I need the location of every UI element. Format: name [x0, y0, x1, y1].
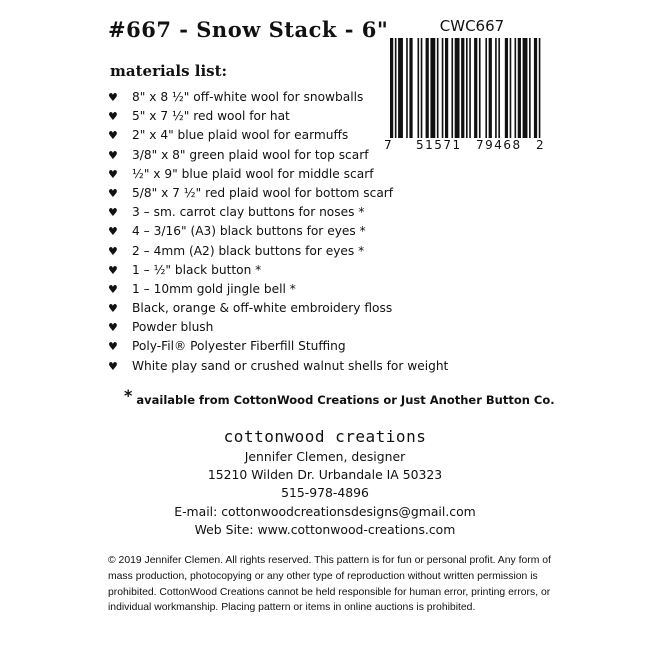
- material-text: 1 – ½" black button *: [132, 262, 262, 277]
- list-item: [108, 318, 448, 337]
- barcode-digit-group-2: 79468: [476, 138, 522, 152]
- list-item: [108, 357, 448, 376]
- phone-line: 515-978-4896: [281, 485, 369, 501]
- list-item: [108, 165, 448, 184]
- heart-bullet-icon: ♥: [108, 167, 118, 181]
- heart-bullet-icon: ♥: [108, 225, 118, 239]
- list-item: [108, 261, 448, 280]
- heart-bullet-icon: ♥: [108, 91, 118, 104]
- heart-bullet-icon: ♥: [108, 321, 118, 335]
- supplier-footnote: [124, 386, 555, 407]
- material-text: 1 – 10mm gold jingle bell *: [132, 281, 296, 296]
- heart-bullet-icon: ♥: [108, 129, 118, 143]
- materials-heading: materials list:: [110, 62, 228, 80]
- email-line[interactable]: E-mail: cottonwoodcreationsdesigns@gmail.com: [174, 503, 476, 519]
- list-item: [108, 184, 448, 203]
- heart-bullet-icon: ♥: [108, 282, 118, 296]
- list-item: [108, 88, 448, 107]
- designer-line: Jennifer Clemen, designer: [244, 449, 406, 464]
- material-text: 5/8" x 7 ½" red plaid wool for bottom scarf: [132, 185, 394, 200]
- material-text: 3/8" x 8" green plaid wool for top scarf: [132, 147, 369, 162]
- material-text: Poly-Fil® Polyester Fiberfill Stuffing: [132, 339, 346, 354]
- footnote-text: available from CottonWood Creations or Just Another Button Co.: [136, 393, 555, 407]
- material-text: 8" x 8 ½" off-white wool for snowballs: [132, 90, 364, 104]
- list-item: [108, 242, 448, 261]
- list-item: [108, 280, 448, 299]
- copyright-notice: © 2019 Jennifer Clemen. All rights reserved. This pattern is for fun or personal profit. Any form of mass production, photocopying or any other type of reproduction without written permission is prohibited. CottonWood Creations cannot be held responsible for human error, printing errors, or individual workmanship. Placing pattern or items in online auctions is prohibited.: [108, 555, 551, 614]
- heart-bullet-icon: ♥: [108, 110, 118, 124]
- product-code: CWC667: [439, 17, 505, 35]
- list-item: [108, 337, 448, 356]
- material-text: White play sand or crushed walnut shells for weight: [132, 358, 449, 373]
- heart-bullet-icon: ♥: [108, 148, 118, 162]
- heart-bullet-icon: ♥: [108, 186, 118, 200]
- barcode-digit-right: 2: [536, 138, 544, 152]
- list-item: [108, 299, 448, 318]
- material-text: 4 – 3/16" (A3) black buttons for eyes *: [132, 224, 366, 239]
- heart-bullet-icon: ♥: [108, 263, 118, 277]
- website-line[interactable]: Web Site: www.cottonwood-creations.com: [194, 521, 456, 537]
- list-item: [108, 107, 448, 126]
- material-text: 2" x 4" blue plaid wool for earmuffs: [132, 128, 349, 143]
- materials-list: [108, 88, 448, 376]
- address-line: 15210 Wilden Dr. Urbandale IA 50323: [207, 467, 443, 483]
- heart-bullet-icon: ♥: [108, 206, 118, 220]
- heart-bullet-icon: ♥: [108, 359, 118, 373]
- material-text: Powder blush: [132, 320, 214, 335]
- contact-block: [0, 426, 650, 539]
- heart-bullet-icon: ♥: [108, 244, 118, 258]
- material-text: 2 – 4mm (A2) black buttons for eyes *: [132, 243, 365, 258]
- list-item: [108, 146, 448, 165]
- barcode-digit-left: 7: [384, 138, 392, 152]
- company-name: cottonwood creations: [223, 427, 427, 446]
- material-text: 5" x 7 ½" red wool for hat: [132, 109, 290, 124]
- material-text: ½" x 9" blue plaid wool for middle scarf: [132, 166, 374, 181]
- barcode-digit-group-1: 51571: [416, 138, 462, 152]
- heart-bullet-icon: ♥: [108, 302, 118, 316]
- pattern-title: #667 - Snow Stack - 6": [108, 17, 389, 42]
- heart-bullet-icon: ♥: [108, 340, 118, 354]
- material-text: 3 – sm. carrot clay buttons for noses *: [132, 205, 365, 220]
- material-text: Black, orange & off-white embroidery floss: [132, 301, 393, 316]
- asterisk-icon: *: [124, 386, 133, 405]
- list-item: [108, 203, 448, 222]
- list-item: [108, 126, 448, 145]
- list-item: [108, 222, 448, 241]
